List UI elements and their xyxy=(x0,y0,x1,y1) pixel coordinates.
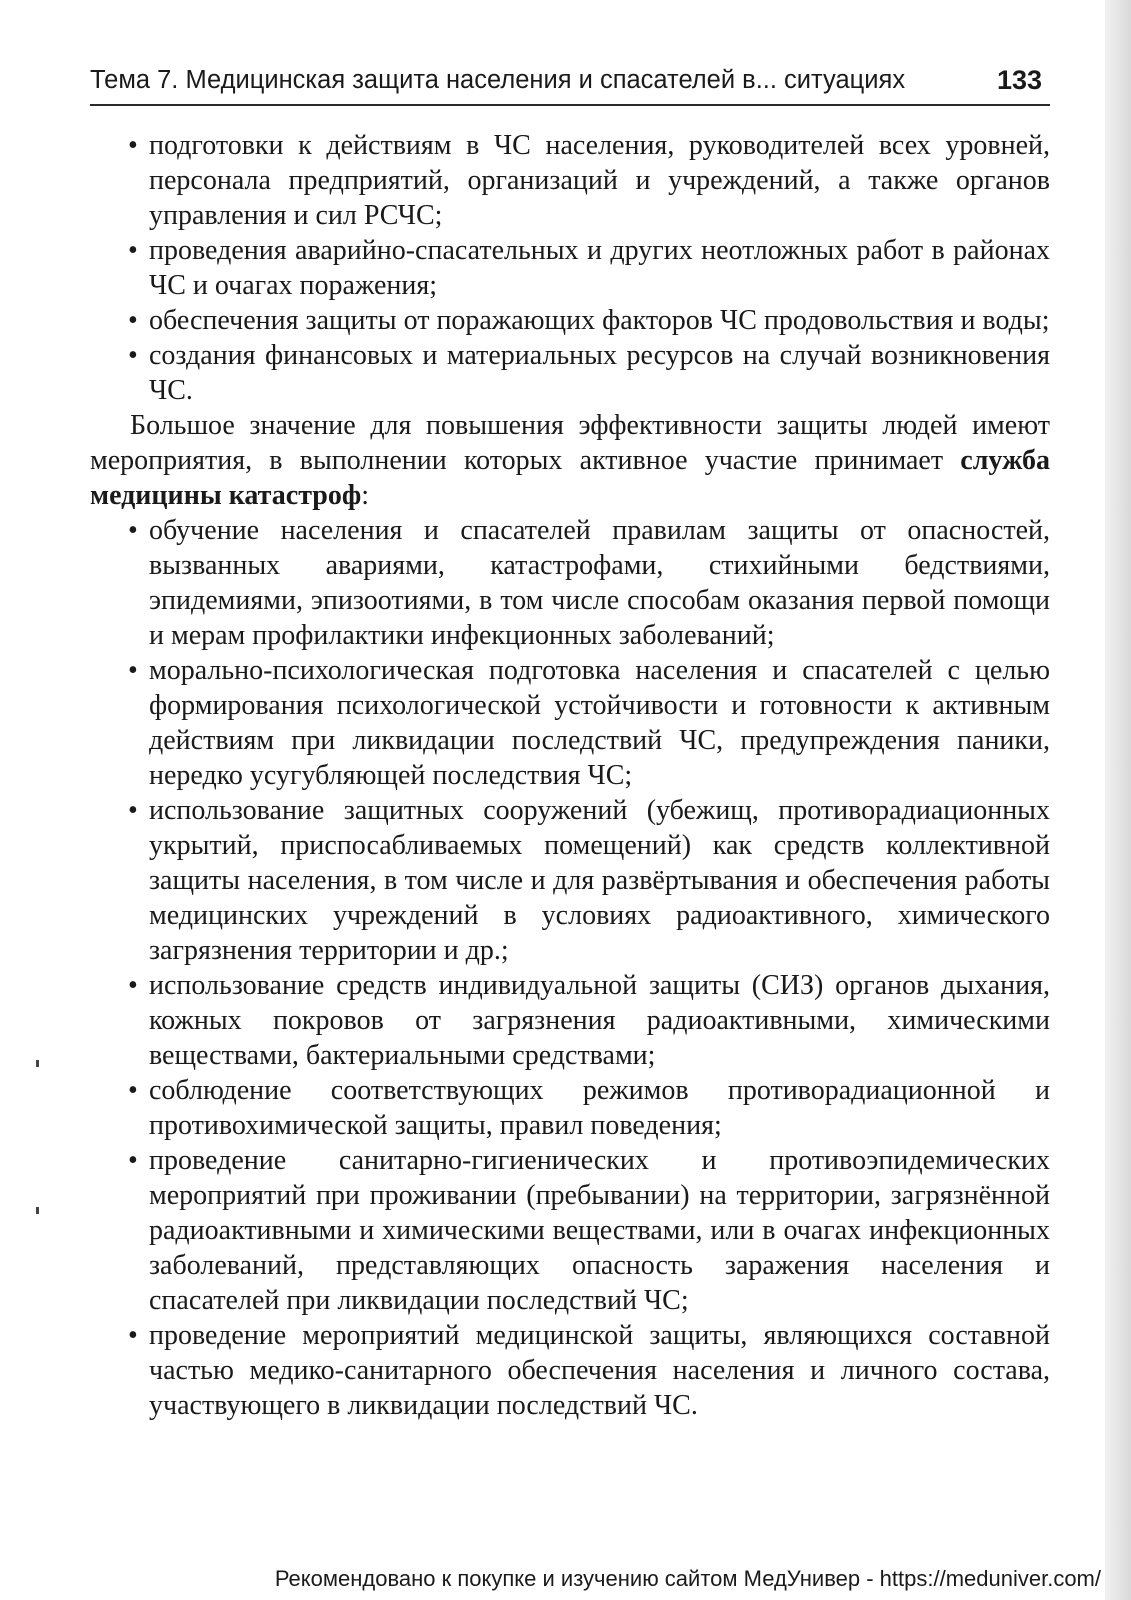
list-item-text: использование средств индивидуальной защиты (СИЗ) органов дыхания, кожных покровов от загрязнения радиоактивными, химическими веществами, бактериальными средствами; xyxy=(149,970,1050,1071)
bullet-marker: • xyxy=(128,1145,138,1176)
bullet-marker: • xyxy=(128,1075,138,1106)
bullet-marker: • xyxy=(128,130,138,161)
list-item-text: обеспечения защиты от поражающих факторов ЧС продовольствия и воды; xyxy=(149,305,1050,336)
bold-term: служба медицины катастроф xyxy=(90,445,1050,511)
bullet-marker: • xyxy=(128,1320,138,1351)
bullet-marker: • xyxy=(128,340,138,371)
list-item-text: использование защитных сооружений (убежищ, противорадиационных укрытий, приспосабливаемых помещений) как средств коллективной защиты населения, в том числе и для развёртывания и обеспечения работы медицинских учреждений в условиях радиоактивного, химического загрязнения территории и др.; xyxy=(149,795,1050,966)
page-edge-shadow xyxy=(1105,0,1131,1600)
bullet-marker: • xyxy=(128,305,138,336)
bullet-list-responsibilities xyxy=(90,128,1050,408)
list-item-text: проведения аварийно-спасательных и других неотложных работ в районах ЧС и очагах поражения; xyxy=(149,235,1050,301)
margin-scan-mark xyxy=(36,1060,39,1067)
list-item-text: соблюдение соответствующих режимов противорадиационной и противохимической защиты, правил поведения; xyxy=(149,1075,1050,1141)
paragraph-punctuation: : xyxy=(361,480,370,511)
footer-recommendation: Рекомендовано к покупке и изучению сайтом МедУнивер - https://meduniver.com/ xyxy=(274,1566,1101,1591)
bullet-list-measures xyxy=(90,513,1050,1423)
list-item xyxy=(90,1073,1050,1143)
list-item xyxy=(90,1318,1050,1423)
page-number: 133 xyxy=(996,65,1042,95)
list-item xyxy=(90,513,1050,653)
page-body xyxy=(90,128,1050,1423)
bullet-marker: • xyxy=(128,515,138,546)
margin-scan-mark xyxy=(36,1207,39,1214)
bullet-marker: • xyxy=(128,970,138,1001)
bullet-marker: • xyxy=(128,655,138,686)
list-item-text: проведение мероприятий медицинской защиты, являющихся составной частью медико-санитарного обеспечения населения и личного состава, участвующего в ликвидации последствий ЧС. xyxy=(149,1320,1050,1421)
list-item-text: морально-психологическая подготовка населения и спасателей с целью формирования психологической устойчивости и готовности к активным действиям при ликвидации последствий ЧС, предупреждения паники, нередко усугубляющей последствия ЧС; xyxy=(149,655,1050,791)
running-header xyxy=(90,64,1050,106)
list-item xyxy=(90,968,1050,1073)
list-item xyxy=(90,128,1050,233)
bullet-marker: • xyxy=(128,235,138,266)
list-item-text: обучение населения и спасателей правилам защиты от опасностей, вызванных авариями, катастрофами, стихийными бедствиями, эпидемиями, эпизоотиями, в том числе способам оказания первой помощи и мерам профилактики инфекционных заболеваний; xyxy=(149,515,1050,651)
list-item xyxy=(90,303,1050,338)
body-paragraph xyxy=(90,408,1050,513)
list-item xyxy=(90,233,1050,303)
paragraph-text: Большое значение для повышения эффективности защиты людей имеют мероприятия, в выполнении которых активное участие принимает xyxy=(90,410,1050,476)
list-item-text: подготовки к действиям в ЧС населения, руководителей всех уровней, персонала предприятий, организаций и учреждений, а также органов управления и сил РСЧС; xyxy=(149,130,1050,231)
list-item xyxy=(90,793,1050,968)
list-item-text: проведение санитарно-гигиенических и противоэпидемических мероприятий при проживании (пребывании) на территории, загрязнённой радиоактивными и химическими веществами, или в очагах инфекционных заболеваний, представляющих опасность заражения населения и спасателей при ликвидации последствий ЧС; xyxy=(149,1145,1050,1316)
list-item xyxy=(90,338,1050,408)
bullet-marker: • xyxy=(128,795,138,826)
header-title: Тема 7. Медицинская защита населения и спасателей в... ситуациях xyxy=(90,66,906,94)
list-item xyxy=(90,1143,1050,1318)
list-item-text: создания финансовых и материальных ресурсов на случай возникновения ЧС. xyxy=(149,340,1050,406)
list-item xyxy=(90,653,1050,793)
